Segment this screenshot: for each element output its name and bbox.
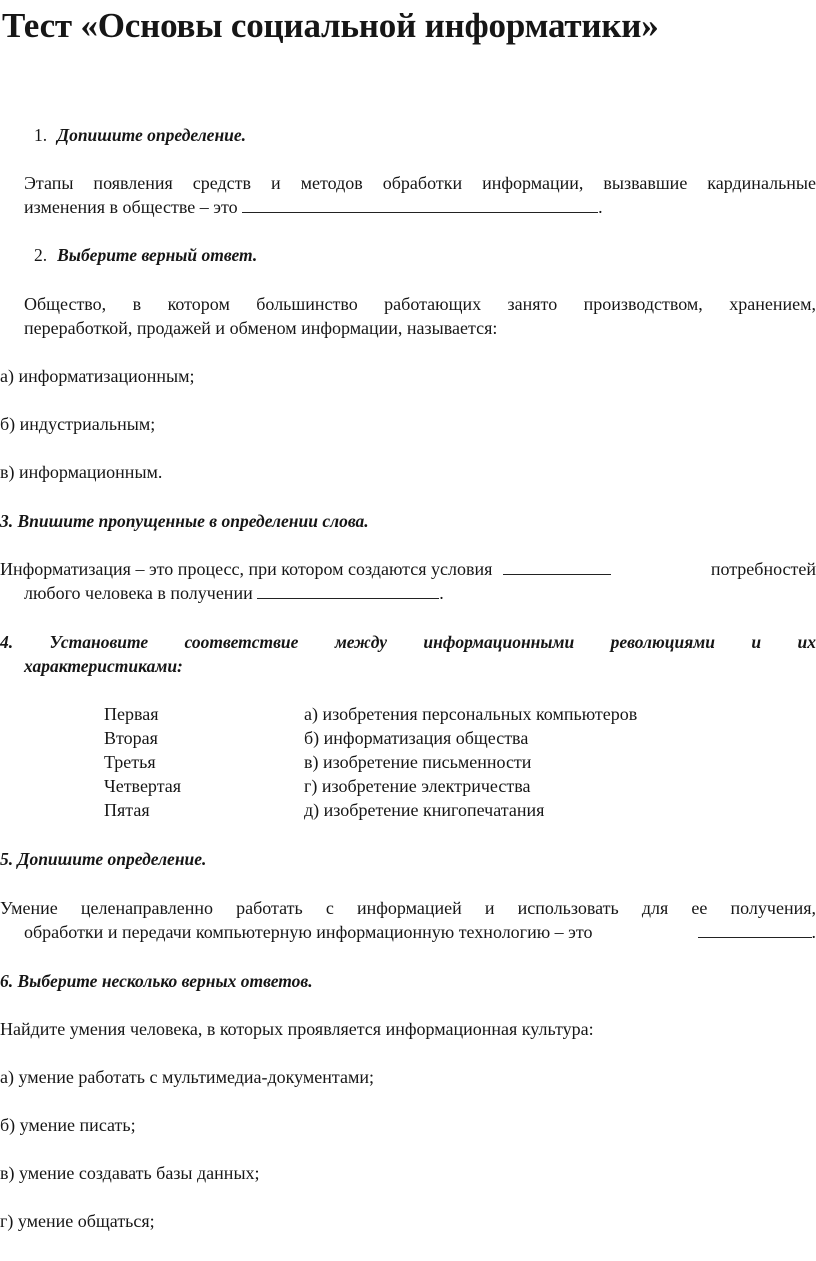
question-3-text-line1 <box>0 557 816 581</box>
revolution-characteristic: д) изобретение книгопечатания <box>304 800 545 820</box>
heading-word: 4. <box>0 632 14 652</box>
question-5-text-line1: Умение целенаправленно работать с информацией и использовать для ее получения, <box>0 898 816 918</box>
period: . <box>439 583 444 603</box>
answer-blank[interactable] <box>257 582 439 599</box>
revolution-label: Третья <box>104 752 156 772</box>
question-1-text-line2-text: изменения в обществе – это <box>24 197 238 217</box>
page-title: Тест «Основы социальной информатики» <box>2 6 659 45</box>
question-number: 1. <box>34 125 48 145</box>
revolution-characteristic: в) изобретение письменности <box>304 752 532 772</box>
answer-blank[interactable] <box>503 558 611 575</box>
period: . <box>811 922 816 942</box>
question-2-text-line1: Общество, в котором большинство работающих занято производством, хранением, <box>24 294 816 314</box>
question-6-prompt: Найдите умения человека, в которых проявляется информационная культура: <box>0 1019 594 1039</box>
heading-word: информационными <box>423 632 575 652</box>
question-6-option-b: б) умение писать; <box>0 1115 136 1135</box>
question-5-heading: 5. Допишите определение. <box>0 849 207 869</box>
question-1-heading <box>34 123 246 147</box>
revolution-characteristic: б) информатизация общества <box>304 728 529 748</box>
question-6-option-d: г) умение общаться; <box>0 1211 155 1231</box>
revolution-label: Четвертая <box>104 776 182 796</box>
revolution-characteristic: а) изобретения персональных компьютеров <box>304 704 638 724</box>
revolution-label: Вторая <box>104 728 158 748</box>
question-heading-text: Допишите определение. <box>57 125 247 145</box>
question-2-option-c: в) информационным. <box>0 462 163 482</box>
revolution-label: Первая <box>104 704 159 724</box>
revolution-characteristic: г) изобретение электричества <box>304 776 531 796</box>
answer-blank[interactable] <box>242 196 598 213</box>
matching-row <box>104 702 637 726</box>
question-2-option-a: а) информатизационным; <box>0 366 195 386</box>
question-2-text-line2: переработкой, продажей и обменом информации, называется: <box>24 318 498 338</box>
question-5-text-line2-text: обработки и передачи компьютерную информационную технологию – это <box>24 922 593 942</box>
heading-word: и <box>751 632 762 652</box>
heading-word: соответствие <box>184 632 299 652</box>
question-3-text-line2-text: любого человека в получении <box>24 583 253 603</box>
matching-row <box>104 798 637 822</box>
question-2-heading <box>34 243 257 267</box>
heading-word: их <box>797 632 816 652</box>
question-4-heading-line2: характеристиками: <box>24 656 183 676</box>
matching-row <box>104 750 637 774</box>
revolution-label: Пятая <box>104 800 150 820</box>
question-1-text-line1: Этапы появления средств и методов обработки информации, вызвавшие кардинальные <box>24 173 816 193</box>
question-6-heading: 6. Выберите несколько верных ответов. <box>0 971 313 991</box>
question-1-text-line2 <box>24 195 603 219</box>
question-6-option-a: а) умение работать с мультимедиа-документами; <box>0 1067 375 1087</box>
question-6-option-c: в) умение создавать базы данных; <box>0 1163 260 1183</box>
answer-blank[interactable] <box>698 921 812 938</box>
question-3-text-line1-start: Информатизация – это процесс, при котором создаются условия <box>0 559 493 579</box>
heading-word: революциями <box>610 632 716 652</box>
question-number: 2. <box>34 245 48 265</box>
question-4-heading-line1 <box>0 630 816 654</box>
question-2-option-b: б) индустриальным; <box>0 414 156 434</box>
question-heading-text: Выберите верный ответ. <box>57 245 258 265</box>
question-5-text-line2 <box>24 920 816 944</box>
answer-blank-group <box>698 920 816 944</box>
heading-word: Установите <box>49 632 149 652</box>
matching-row <box>104 726 637 750</box>
matching-row <box>104 774 637 798</box>
question-3-text-line1-end: потребностей <box>710 559 816 579</box>
question-3-heading: 3. Впишите пропущенные в определении слова. <box>0 511 369 531</box>
period: . <box>598 197 603 217</box>
heading-word: между <box>334 632 388 652</box>
matching-table <box>104 702 637 822</box>
question-3-text-line2 <box>24 581 444 605</box>
